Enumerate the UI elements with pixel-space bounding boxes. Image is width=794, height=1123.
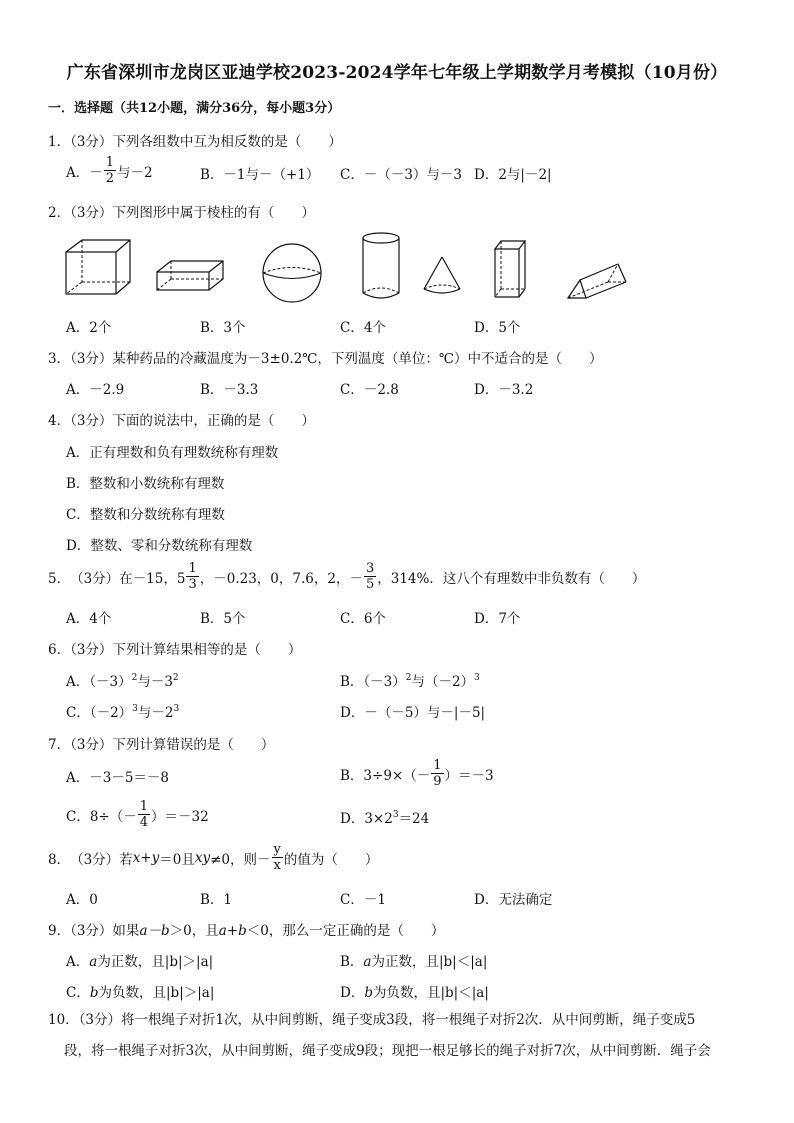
q3-option-c: C．－2.8 [340,382,399,398]
q3-option-b: B．－3.3 [200,382,259,398]
page-title: 广东省深圳市龙岗区亚迪学校2023-2024学年七年级上学期数学月考模拟（10月份） [66,63,728,83]
q9-option-c: C．b为负数，且|b|＞|a| [66,985,215,1001]
question-text: （3分）下列计算错误的是（ ） [70,737,275,753]
fraction: $\frac{y}{x}$ [273,842,281,873]
question-5: 5． （3分）在－15，5 $\frac{1}{3}$ ，－0.23，0，7.6，2，－ $\frac{3}{5}$ ，314%．这八个有理数中非负数有（ ） [48,561,646,592]
q2-option-a: A．2个 [66,320,112,336]
question-number: 9． [48,923,71,939]
fraction: $\frac{1}{9}$ [433,758,442,789]
question-number: 10． [48,1012,79,1028]
fraction: $\frac{3}{5}$ [365,561,375,592]
cone-figure [421,255,463,297]
q9-option-d: D．b为负数，且|b|＜|a| [340,985,489,1001]
q4-option-b: B．整数和小数统称有理数 [66,476,225,492]
q9-option-a: A．a为正数，且|b|＞|a| [66,954,214,970]
triangular-prism-figure [566,262,634,302]
q1-option-d: D．2与|－2| [474,167,552,183]
section-heading: 一．选择题（共12小题，满分36分，每小题3分） [48,101,341,116]
q4-option-a: A．正有理数和负有理数统称有理数 [66,445,279,461]
question-text: （3分）下列各组数中互为相反数的是（ ） [70,134,342,150]
question-number: 1． [48,134,71,150]
q9-option-b: B．a为正数，且|b|＜|a| [340,954,488,970]
q6-option-c: C．$(-2)^3$与$-2^3$ [66,704,180,721]
q6-option-a: A．$(-3)^2$与$-3^2$ [66,673,179,690]
question-number: 2． [48,205,71,221]
q2-option-d: D．5个 [474,320,521,336]
question-number: 3． [48,351,71,367]
fraction: $\frac{1}{4}$ [139,799,149,830]
q6-option-b: B．$(-3)^2$与$(-2)^3$ [340,673,480,690]
fraction: $\frac{1}{2}$ [105,155,115,186]
quadrangular-prism-figure [492,239,528,299]
cube-figure [64,238,134,296]
q7-option-b: B．3÷9×（－ $\frac{1}{9}$ ）＝－3 [340,758,494,789]
question-4 [48,409,315,429]
q8-option-c: C．－1 [340,892,386,908]
question-1 [48,130,342,150]
q1-option-a: A． － $\frac{1}{2}$ 与－2 [66,155,153,186]
q5-option-b: B．5个 [200,611,246,627]
q5-option-c: C．6个 [340,611,386,627]
question-3 [48,347,603,367]
q8-option-d: D．无法确定 [474,892,553,908]
sphere-figure [261,242,323,304]
cylinder-figure [360,231,402,301]
q2-option-c: C．4个 [340,320,386,336]
q1-option-c: C．－（－3）与－3 [340,167,463,183]
question-text: （3分）某种药品的冷藏温度为－3±0.2℃，下列温度（单位：℃）中不适合的是（ ） [70,351,603,367]
q5-option-d: D．7个 [474,611,521,627]
question-number: 5． [48,570,71,587]
question-number: 8． [48,851,71,868]
question-text: （3分）下列计算结果相等的是（ ） [70,642,302,658]
question-10: 10．（3分）将一根绳子对折1次，从中间剪断，绳子变成3段，将一根绳子对折2次．从中间剪断，绳子变成5 段，将一根绳子对折3次，从中间剪断，绳子变成9段；现把一根足够长的绳子对折7次，从中间剪断．绳子会 [48,1012,711,1059]
q2-option-b: B．3个 [200,320,246,336]
q1-option-b: B．－1与－（+1） [200,167,320,183]
q4-option-d: D．整数、零和分数统称有理数 [66,538,253,554]
question-8: 8． （3分）若 x+y ＝0且 xy ≠0，则－ $\frac{y}{x}$ 的值为（ ） [48,842,379,873]
q3-option-a: A．－2.9 [66,382,125,398]
q8-option-b: B．1 [200,892,233,908]
q7-option-c: C．8÷（－ $\frac{1}{4}$ ）＝－32 [66,799,209,830]
q6-option-d: D．－（－5）与－|－5| [340,705,486,721]
question-9: 9．（3分）如果a－b＞0，且a+b＜0，那么一定正确的是（ ） [48,923,445,939]
q3-option-d: D．－3.2 [474,382,534,398]
q8-option-a: A．0 [66,892,98,908]
question-number: 6． [48,642,71,658]
q4-option-c: C．整数和分数统称有理数 [66,507,225,523]
mixed-fraction: $\frac{1}{3}$ [188,561,197,592]
question-number: 7． [48,737,71,753]
q7-option-a: A．－3－5＝－8 [66,770,170,786]
question-text: （3分）下面的说法中，正确的是（ ） [70,413,315,429]
question-6 [48,638,301,658]
question-number: 4． [48,413,71,429]
question-7 [48,733,274,753]
q7-option-d: D．$3\times 2^3=24$ [340,810,430,827]
question-2 [48,201,315,221]
question-text: （3分）下列图形中属于棱柱的有（ ） [70,205,315,221]
q5-option-a: A．4个 [66,611,112,627]
cuboid-figure [155,258,225,294]
